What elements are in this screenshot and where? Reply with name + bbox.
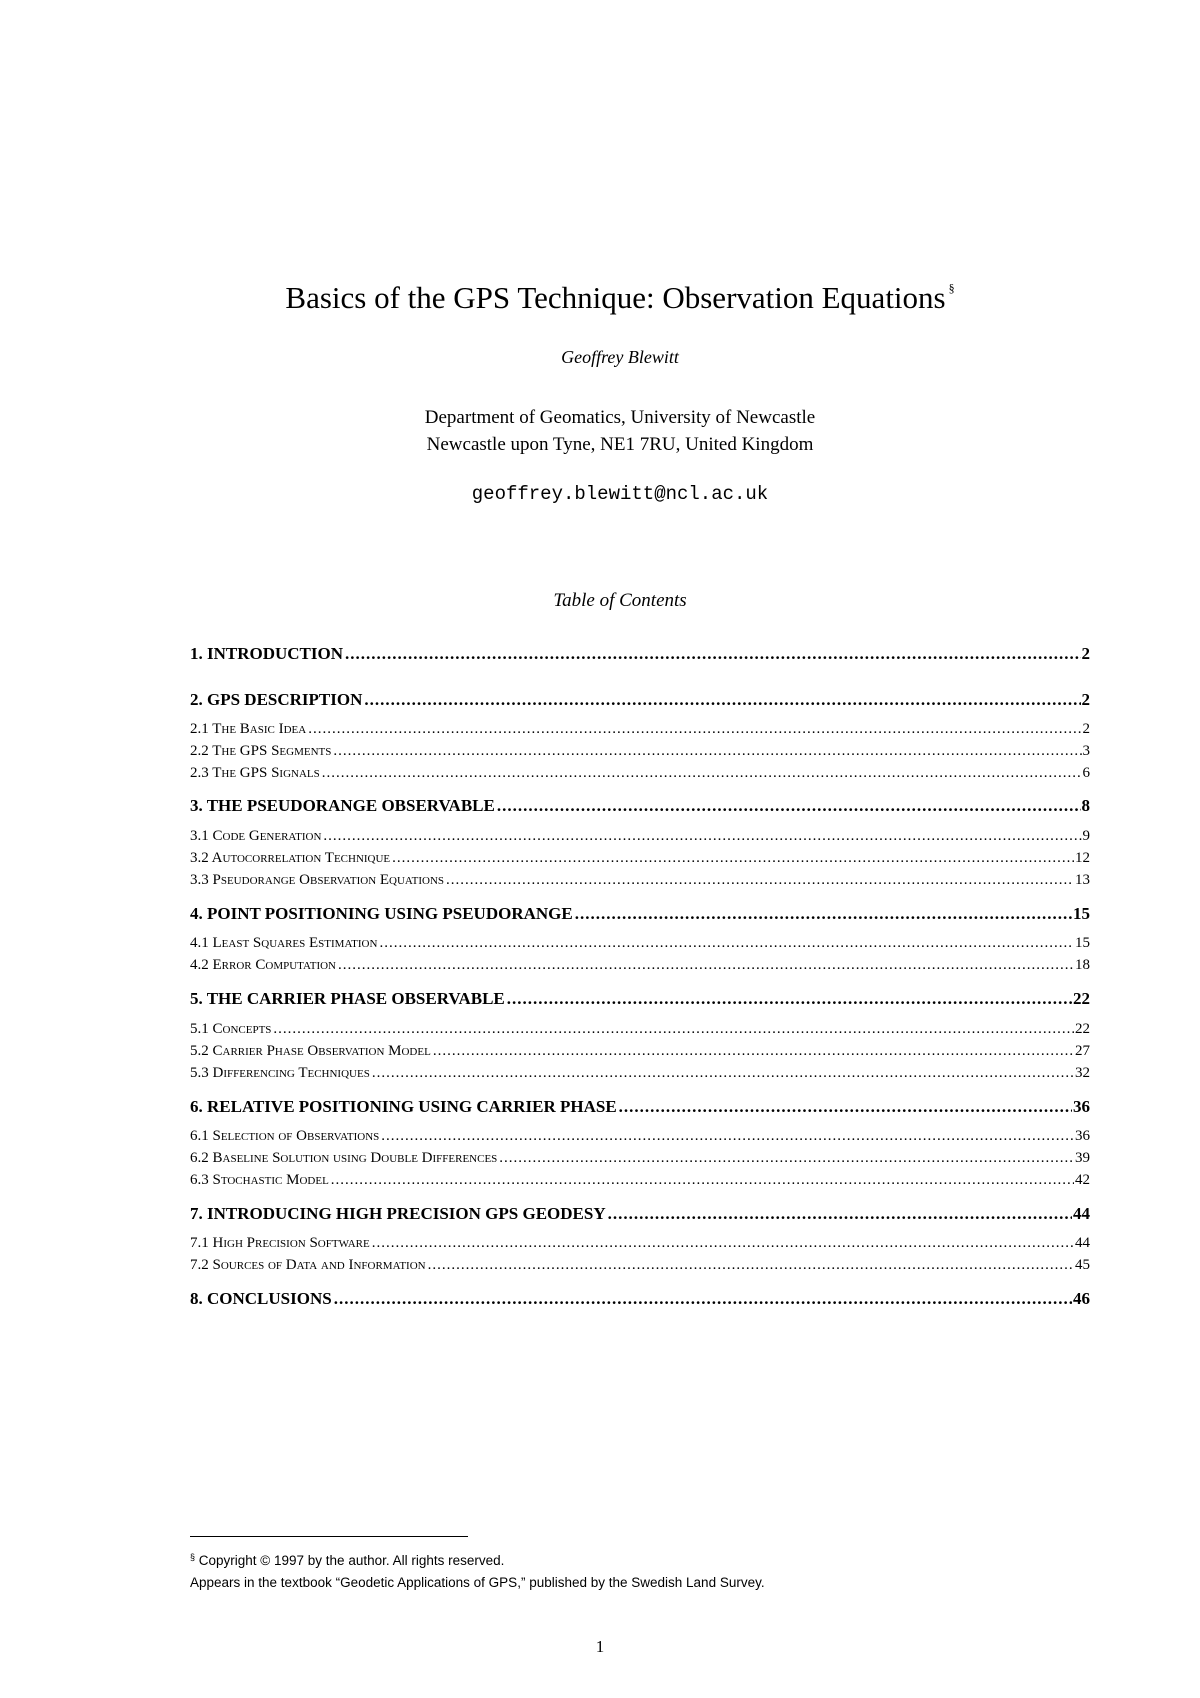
toc-dot-leader bbox=[364, 690, 1080, 710]
toc-entry[interactable] bbox=[190, 743, 1090, 760]
affiliation-line-1: Department of Geomatics, University of Newcastle bbox=[424, 407, 816, 428]
toc-dot-leader bbox=[608, 1204, 1072, 1224]
toc-entry-label: 2. GPS DESCRIPTION bbox=[190, 690, 363, 709]
toc-entry[interactable] bbox=[190, 850, 1090, 867]
toc-entry[interactable] bbox=[190, 872, 1090, 889]
paper-title-text: Basics of the GPS Technique: Observation Equations bbox=[285, 280, 946, 315]
paper-title bbox=[0, 280, 1200, 316]
toc-entry-label: 2.3 The GPS Signals bbox=[190, 765, 320, 781]
toc-entry-label: 2.1 The Basic Idea bbox=[190, 721, 307, 737]
toc-entry-page: 2 bbox=[1081, 690, 1090, 709]
toc-entry-label: 3.2 Autocorrelation Technique bbox=[190, 850, 391, 866]
toc-entry-page: 9 bbox=[1082, 828, 1090, 844]
toc-entry-page: 15 bbox=[1073, 904, 1090, 923]
toc-dot-leader bbox=[308, 721, 1081, 738]
toc-entry-page: 36 bbox=[1073, 1097, 1090, 1116]
affiliation-line-2: Newcastle upon Tyne, NE1 7RU, United Kingdom bbox=[426, 434, 814, 455]
toc-entry[interactable] bbox=[190, 721, 1090, 738]
toc-entry[interactable] bbox=[190, 1257, 1090, 1274]
author-name: Geoffrey Blewitt bbox=[561, 347, 679, 367]
toc-entry[interactable] bbox=[190, 1128, 1090, 1145]
toc-heading: Table of Contents bbox=[553, 590, 687, 611]
toc-entry-page: 3 bbox=[1082, 743, 1090, 759]
toc-entry-label: 1. INTRODUCTION bbox=[190, 644, 344, 663]
toc-dot-leader bbox=[381, 1128, 1074, 1145]
toc-entry-page: 18 bbox=[1075, 957, 1090, 973]
toc-entry-label: 5. THE CARRIER PHASE OBSERVABLE bbox=[190, 989, 505, 1008]
footnote-line-1 bbox=[190, 1546, 765, 1572]
footnote-copyright: Copyright © 1997 by the author. All rights reserved. bbox=[198, 1553, 505, 1568]
toc-entry[interactable] bbox=[190, 1289, 1090, 1309]
footnote-line-2: Appears in the textbook “Geodetic Applications of GPS,” published by the Swedish Land Survey. bbox=[190, 1575, 765, 1590]
toc-entry-label: 4. POINT POSITIONING USING PSEUDORANGE bbox=[190, 904, 573, 923]
toc-entry-page: 2 bbox=[1082, 721, 1090, 737]
toc-entry-label: 7.2 Sources of Data and Information bbox=[190, 1257, 426, 1273]
toc-entry-label: 5.1 Concepts bbox=[190, 1021, 272, 1037]
toc-entry[interactable] bbox=[190, 989, 1090, 1009]
toc-entry[interactable] bbox=[190, 904, 1090, 924]
toc-entry-label: 4.2 Error Computation bbox=[190, 957, 336, 973]
toc-entry-page: 32 bbox=[1075, 1065, 1090, 1081]
toc-entry-label: 7.1 High Precision Software bbox=[190, 1235, 370, 1251]
toc-dot-leader bbox=[433, 1043, 1074, 1060]
toc-entry-label: 6.3 Stochastic Model bbox=[190, 1172, 329, 1188]
toc-entry-page: 22 bbox=[1075, 1021, 1090, 1037]
toc-dot-leader bbox=[372, 1235, 1074, 1252]
toc-entry[interactable] bbox=[190, 1097, 1090, 1117]
toc-dot-leader bbox=[273, 1021, 1074, 1038]
toc-entry-page: 13 bbox=[1075, 872, 1090, 888]
toc-dot-leader bbox=[428, 1257, 1074, 1274]
toc-entry-page: 46 bbox=[1073, 1289, 1090, 1308]
footnote-divider bbox=[190, 1536, 468, 1537]
toc-entry[interactable] bbox=[190, 1150, 1090, 1167]
affiliation bbox=[0, 404, 1200, 458]
toc-entry[interactable] bbox=[190, 957, 1090, 974]
toc-entry-label: 6.1 Selection of Observations bbox=[190, 1128, 380, 1144]
toc-dot-leader bbox=[446, 872, 1074, 889]
toc-entry-label: 3. THE PSEUDORANGE OBSERVABLE bbox=[190, 796, 495, 815]
toc-entry[interactable] bbox=[190, 1172, 1090, 1189]
toc-dot-leader bbox=[392, 850, 1074, 867]
toc-entry-page: 42 bbox=[1075, 1172, 1090, 1188]
author-email: geoffrey.blewitt@ncl.ac.uk bbox=[471, 483, 769, 505]
toc-dot-leader bbox=[331, 1172, 1074, 1189]
toc-entry-label: 3.3 Pseudorange Observation Equations bbox=[190, 872, 445, 888]
toc-entry-page: 36 bbox=[1075, 1128, 1090, 1144]
toc-entry-page: 2 bbox=[1081, 644, 1090, 663]
toc-dot-leader bbox=[379, 935, 1074, 952]
toc-entry[interactable] bbox=[190, 644, 1090, 664]
toc-dot-leader bbox=[334, 1289, 1072, 1309]
toc-entry-page: 8 bbox=[1081, 796, 1090, 815]
toc-entry-label: 3.1 Code Generation bbox=[190, 828, 322, 844]
footnote bbox=[190, 1546, 765, 1594]
toc-entry[interactable] bbox=[190, 796, 1090, 816]
toc-entry-page: 22 bbox=[1073, 989, 1090, 1008]
toc-entry-page: 6 bbox=[1082, 765, 1090, 781]
toc-dot-leader bbox=[322, 765, 1082, 782]
toc-entry[interactable] bbox=[190, 765, 1090, 782]
toc-entry[interactable] bbox=[190, 1021, 1090, 1038]
toc-entry-page: 12 bbox=[1075, 850, 1090, 866]
toc-entry[interactable] bbox=[190, 1065, 1090, 1082]
toc-entry-label: 5.2 Carrier Phase Observation Model bbox=[190, 1043, 431, 1059]
toc-dot-leader bbox=[338, 957, 1074, 974]
toc-dot-leader bbox=[497, 796, 1081, 816]
toc-dot-leader bbox=[499, 1150, 1074, 1167]
toc-entry[interactable] bbox=[190, 1204, 1090, 1224]
toc-entry-page: 44 bbox=[1075, 1235, 1090, 1251]
toc-dot-leader bbox=[507, 989, 1072, 1009]
toc-entry-label: 8. CONCLUSIONS bbox=[190, 1289, 332, 1308]
toc-entry-label: 7. INTRODUCING HIGH PRECISION GPS GEODESY bbox=[190, 1204, 606, 1223]
toc-dot-leader bbox=[345, 644, 1080, 664]
toc-entry-page: 27 bbox=[1075, 1043, 1090, 1059]
toc-entry[interactable] bbox=[190, 1235, 1090, 1252]
toc-dot-leader bbox=[333, 743, 1081, 760]
toc-entry[interactable] bbox=[190, 935, 1090, 952]
toc-dot-leader bbox=[372, 1065, 1074, 1082]
toc-entry-label: 6.2 Baseline Solution using Double Differences bbox=[190, 1150, 498, 1166]
toc-entry-page: 45 bbox=[1075, 1257, 1090, 1273]
page-number: 1 bbox=[595, 1637, 605, 1656]
toc-entry-page: 44 bbox=[1073, 1204, 1090, 1223]
toc-entry[interactable] bbox=[190, 828, 1090, 845]
toc-entry-page: 39 bbox=[1075, 1150, 1090, 1166]
footnote-mark: § bbox=[190, 1552, 196, 1562]
toc-entry-label: 4.1 Least Squares Estimation bbox=[190, 935, 378, 951]
toc-entry-label: 2.2 The GPS Segments bbox=[190, 743, 332, 759]
toc-entry[interactable] bbox=[190, 1043, 1090, 1060]
toc-entry-label: 6. RELATIVE POSITIONING USING CARRIER PHASE bbox=[190, 1097, 617, 1116]
toc-dot-leader bbox=[619, 1097, 1072, 1117]
toc-entry-page: 15 bbox=[1075, 935, 1090, 951]
toc-entry[interactable] bbox=[190, 690, 1090, 710]
title-footnote-mark: § bbox=[948, 281, 955, 295]
toc-dot-leader bbox=[575, 904, 1072, 924]
toc-entry-label: 5.3 Differencing Techniques bbox=[190, 1065, 370, 1081]
toc-dot-leader bbox=[323, 828, 1081, 845]
